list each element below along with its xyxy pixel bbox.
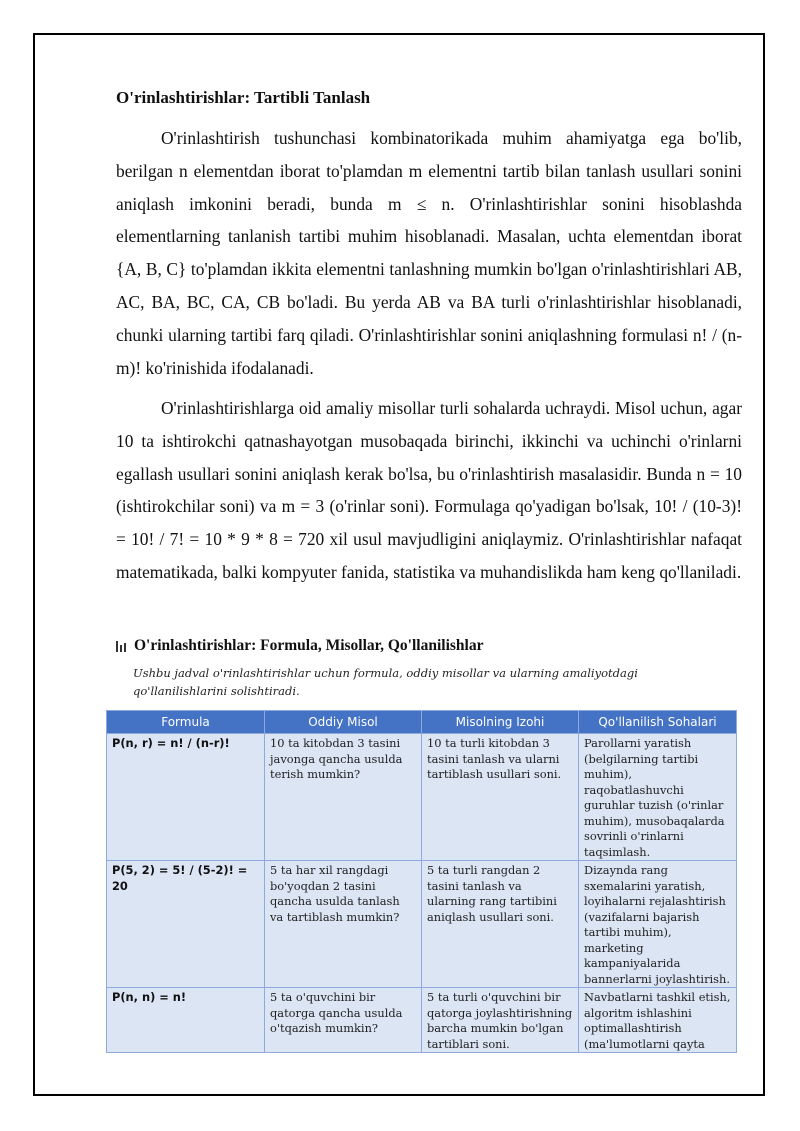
header-example: Oddiy Misol [265, 711, 422, 734]
table-header-row [107, 711, 737, 734]
cell-formula: P(n, r) = n! / (n-r)! [107, 734, 265, 861]
section-heading: O'rinlashtirishlar: Tartibli Tanlash [116, 88, 371, 107]
cell-applications: Navbatlarni tashkil etish, algoritm ishlashini optimallashtirish (ma'lumotlarni qayta [579, 988, 737, 1053]
header-formula: Formula [107, 711, 265, 734]
table-caption: Ushbu jadval o'rinlashtirishlar uchun formula, oddiy misollar va ularning amaliyotdagi qo'llanilishlarini solishtiradi. [133, 666, 638, 698]
cell-formula: P(n, n) = n! [107, 988, 265, 1053]
cell-applications: Parollarni yaratish (belgilarning tartibi muhim), raqobatlashuvchi guruhlar tuzish (o'rinlar muhim), musobaqalarda sovrinli o'rinlarni taqsimlash. [579, 734, 737, 861]
header-explanation: Misolning Izohi [422, 711, 579, 734]
paragraph-1: O'rinlashtirish tushunchasi kombinatorikada muhim ahamiyatga ega bo'lib, berilgan n elementdan iborat to'plamdan m elementni tartib bilan tanlash usullari sonini aniqlash imkonini beradi, bunda m ≤ n. O'rinlashtirishlar sonini hisoblashda elementlarning tanlanish tartibi muhim hisoblanadi. Masalan, uchta elementdan iborat {A, B, C} to'plamdan ikkita elementni tanlashning mumkin bo'lgan o'rinlashtirishlari AB, AC, BA, BC, CA, CB bo'ladi. Bu yerda AB va BA turli o'rinlashtirishlar hisoblanadi, chunki ularning tartibi farq qiladi. O'rinlashtirishlar sonini aniqlashning formulasi n! / (n-m)! ko'rinishida ifodalanadi. [116, 128, 742, 378]
paragraph-2: O'rinlashtirishlarga oid amaliy misollar turli sohalarda uchraydi. Misol uchun, agar 10 ta ishtirokchi qatnashayotgan musobaqada birinchi, ikkinchi va uchinchi o'rinlarni egallash usullari sonini aniqlash kerak bo'lsa, bu o'rinlashtirish masalasidir. Bunda n = 10 (ishtirokchilar soni) va m = 3 (o'rinlar soni). Formulaga qo'yadigan bo'lsak, 10! / (10-3)! = 10! / 7! = 10 * 9 * 8 = 720 xil usul mavjudligini aniqlaymiz. O'rinlashtirishlar nafaqat matematikada, balki kompyuter fanida, statistika va muhandislikda ham keng qo'llaniladi. [116, 398, 742, 582]
bar-chart-icon [116, 641, 127, 652]
table-title-text: O'rinlashtirishlar: Formula, Misollar, Qo'llanilishlar [134, 637, 484, 654]
cell-explanation: 5 ta turli o'quvchini bir qatorga joylashtirishning barcha mumkin bo'lgan tartiblari soni. [422, 988, 579, 1053]
table-title [116, 637, 483, 655]
cell-example: 5 ta har xil rangdagi bo'yoqdan 2 tasini qancha usulda tanlash va tartiblash mumkin? [265, 861, 422, 988]
cell-explanation: 5 ta turli rangdan 2 tasini tanlash va ularning rang tartibini aniqlash usullari soni. [422, 861, 579, 988]
cell-example: 10 ta kitobdan 3 tasini javonga qancha usulda terish mumkin? [265, 734, 422, 861]
table-row [107, 988, 737, 1053]
table-row [107, 861, 737, 988]
cell-example: 5 ta o'quvchini bir qatorga qancha usulda o'tqazish mumkin? [265, 988, 422, 1053]
comparison-table [106, 710, 737, 1053]
cell-formula: P(5, 2) = 5! / (5-2)! = 20 [107, 861, 265, 988]
cell-explanation: 10 ta turli kitobdan 3 tasini tanlash va ularni tartiblash usullari soni. [422, 734, 579, 861]
table-row [107, 734, 737, 861]
header-applications: Qo'llanilish Sohalari [579, 711, 737, 734]
cell-applications: Dizaynda rang sxemalarini yaratish, loyihalarni rejalashtirish (vazifalarni bajarish tartibi muhim), marketing kampaniyalarida bannerlarni joylashtirish. [579, 861, 737, 988]
